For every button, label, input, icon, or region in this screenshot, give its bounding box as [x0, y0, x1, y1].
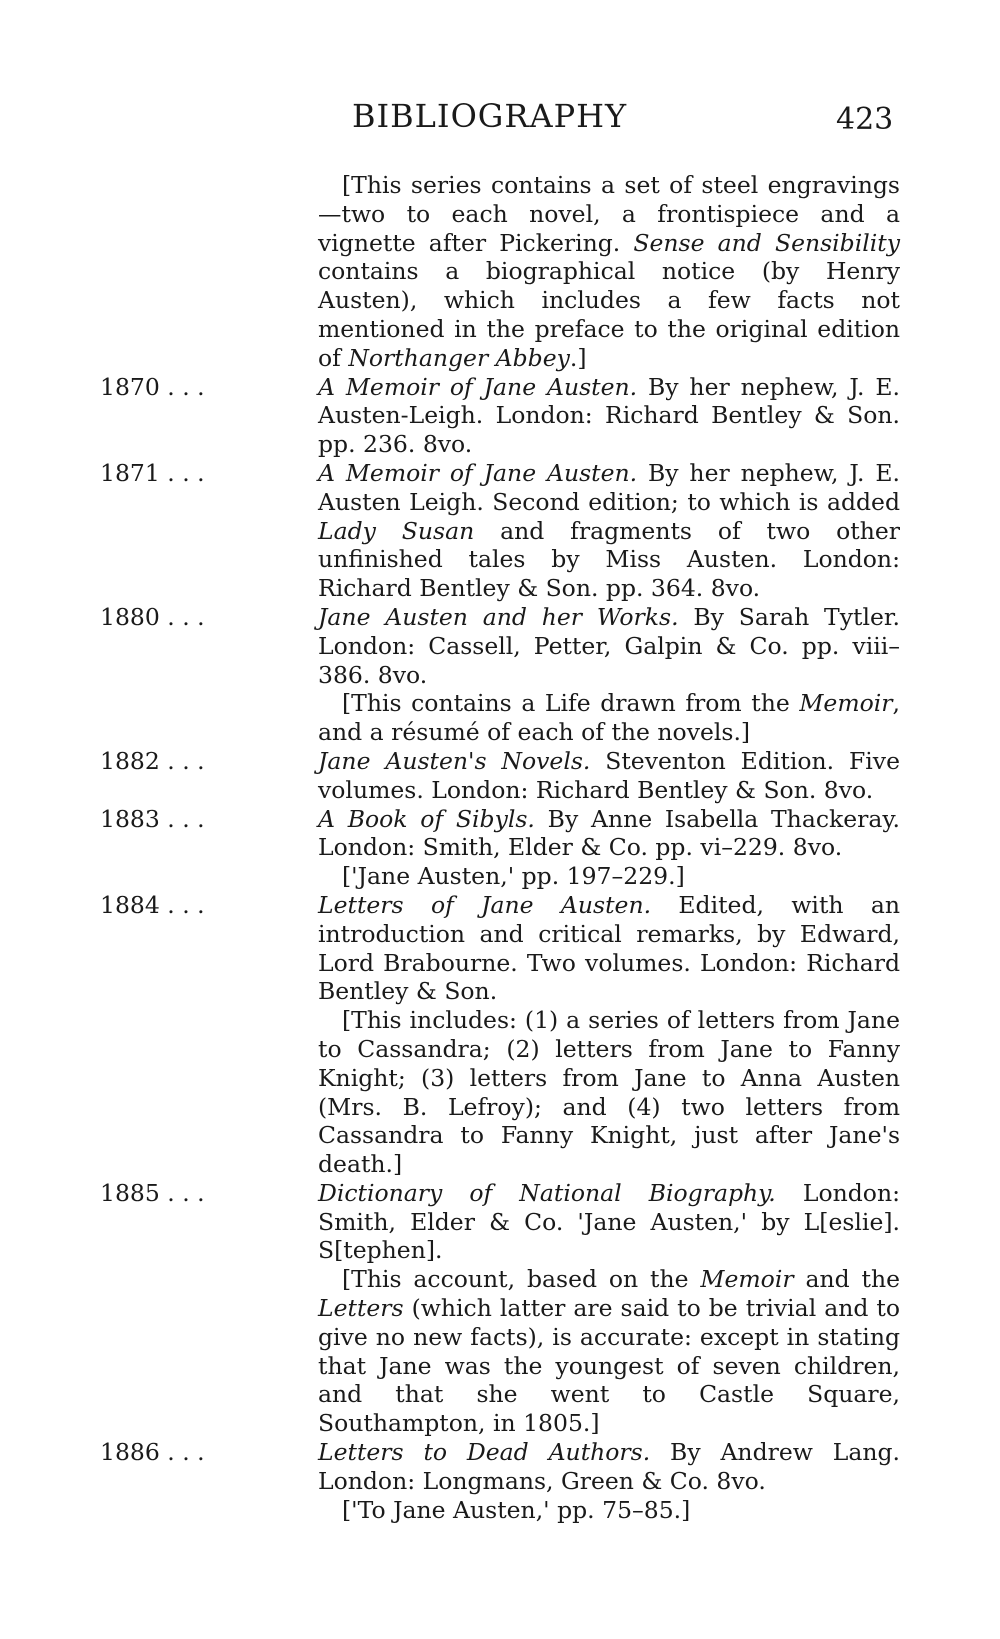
entry-note: [This account, based on the Memoir and the Letters (which latter are said to be trivial and to give no new facts), is accurate: except in stating that Jane was the youngest of seven children, and that she went to Castle Square, Southampton, in 1805.]	[318, 1265, 900, 1438]
page-number: 423	[836, 102, 894, 137]
entry-citation: A Book of Sibyls. By Anne Isabella Thackeray. London: Smith, Elder & Co. pp. vi–229. 8vo.	[318, 804, 901, 862]
entry-1883	[100, 805, 900, 891]
entry-1880	[100, 603, 900, 747]
entry-1884	[100, 891, 900, 1179]
continued-note: [This series contains a set of steel engravings—two to each novel, a frontispiece and a vignette after Pickering. Sense and Sensibility contains a biographical notice (by Henry Austen), which includes a few facts not mentioned in the preface to the original edition of Northanger Abbey.]	[318, 171, 900, 372]
page-title: BIBLIOGRAPHY	[352, 97, 628, 135]
entry-1882	[100, 747, 900, 805]
entry-1871	[100, 459, 900, 603]
entry-note: [This includes: (1) a series of letters from Jane to Cassandra; (2) letters from Jane to Fanny Knight; (3) letters from Jane to Anna Austen (Mrs. B. Lefroy); and (4) two letters from Cassandra to Fanny Knight, just after Jane's death.]	[318, 1006, 900, 1179]
entry-citation: Letters to Dead Authors. By Andrew Lang. London: Longmans, Green & Co. 8vo.	[318, 1438, 900, 1495]
entry-1886	[100, 1438, 900, 1524]
entry-year: 1883 . . .	[100, 804, 205, 833]
entry-citation: A Memoir of Jane Austen. By her nephew, J. E. Austen Leigh. Second edition; to which is added Lady Susan and fragments of two other unfinished tales by Miss Austen. London: Richard Bentley & Son. pp. 364. 8vo.	[318, 458, 900, 603]
entry-year: 1885 . . .	[100, 1178, 205, 1207]
entry-note: ['To Jane Austen,' pp. 75–85.]	[342, 1495, 691, 1524]
entry-citation: Jane Austen and her Works. By Sarah Tytler. London: Cassell, Petter, Galpin & Co. pp. viii–386. 8vo.	[318, 602, 900, 689]
entry-note: ['Jane Austen,' pp. 197–229.]	[342, 862, 685, 891]
entry-year: 1871 . . .	[100, 458, 205, 487]
entry-year: 1884 . . .	[100, 890, 205, 919]
entry-year: 1880 . . .	[100, 602, 205, 631]
entry-1870	[100, 373, 900, 459]
entry-year: 1886 . . .	[100, 1438, 205, 1467]
entry-citation: Letters of Jane Austen. Edited, with an introduction and critical remarks, by Edward, Lord Brabourne. Two volumes. London: Richard Bentley & Son.	[318, 890, 901, 1006]
entry-citation: Jane Austen's Novels. Steventon Edition. Five volumes. London: Richard Bentley & Son. 8vo.	[318, 746, 900, 804]
entry-citation: A Memoir of Jane Austen. By her nephew, J. E. Austen-Leigh. London: Richard Bentley & Son. pp. 236. 8vo.	[318, 372, 900, 459]
running-head	[0, 96, 1000, 146]
entry-year: 1882 . . .	[100, 746, 205, 775]
entry-citation: Dictionary of National Biography. London: Smith, Elder & Co. 'Jane Austen,' by L[eslie]. S[tephen].	[318, 1178, 901, 1265]
entry-note: [This contains a Life drawn from the Memoir, and a résumé of each of the novels.]	[318, 689, 900, 747]
bibliography-list	[100, 171, 900, 1524]
entry-year: 1870 . . .	[100, 372, 205, 401]
entry-1885	[100, 1179, 900, 1438]
